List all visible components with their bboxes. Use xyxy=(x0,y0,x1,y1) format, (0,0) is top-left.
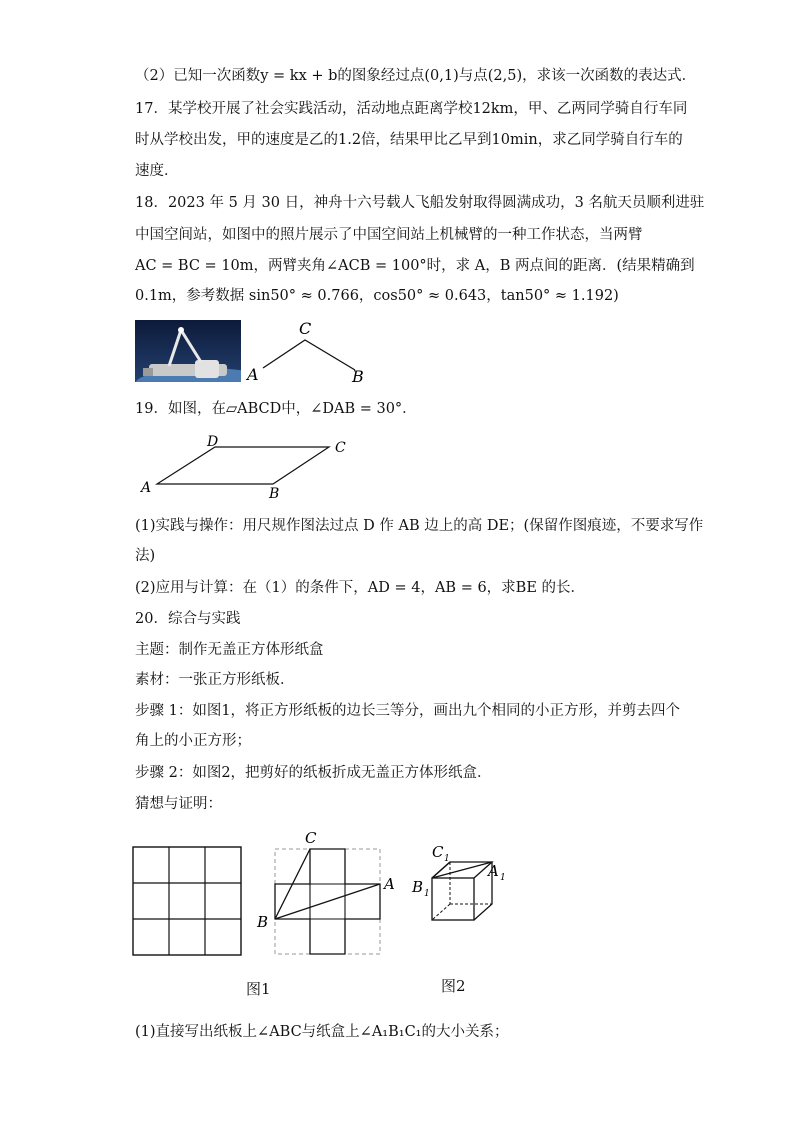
question-20-step2: 步骤 2：如图2，把剪好的纸板折成无盖正方体形纸盒． xyxy=(135,765,492,781)
question-17-line-1: 17．某学校开展了社会实践活动，活动地点距离学校12km，甲、乙两同学骑自行车同 xyxy=(135,101,688,117)
label-d: D xyxy=(207,434,219,450)
figure-1-cross-net xyxy=(252,826,402,962)
label-a1: A xyxy=(488,862,499,880)
question-20-material: 素材：一张正方形纸板． xyxy=(135,672,295,688)
label-a: A xyxy=(384,875,395,893)
question-19-part-1-line-2: 法) xyxy=(135,548,156,564)
question-19-part-1-line-1: (1)实践与操作：用尺规作图法过点 D 作 AB 边上的高 DE；(保留作图痕迹，不要求写作 xyxy=(135,518,704,534)
question-20-part-1: (1)直接写出纸板上∠ABC与纸盒上∠A₁B₁C₁的大小关系； xyxy=(135,1024,509,1040)
label-c: C xyxy=(299,319,312,338)
question-17-line-3: 速度． xyxy=(135,163,179,179)
question-20-topic: 主题：制作无盖正方体形纸盒 xyxy=(135,642,324,658)
space-station-photo xyxy=(135,320,241,382)
figure-2-caption: 图2 xyxy=(441,977,466,995)
label-c1: C xyxy=(432,843,444,861)
label-b1: B xyxy=(412,878,424,896)
question-20-title: 20．综合与实践 xyxy=(135,611,241,627)
label-a: A xyxy=(247,365,259,384)
figure-2-cube xyxy=(410,840,520,930)
question-20-step1-line-1: 步骤 1：如图1，将正方形纸板的边长三等分，画出九个相同的小正方形，并剪去四个 xyxy=(135,703,681,719)
label-c1-sub: 1 xyxy=(444,854,450,864)
question-16-part-2: （2）已知一次函数y = kx + b的图象经过点(0,1)与点(2,5)，求该一次函数的表达式． xyxy=(135,68,697,84)
parallelogram-diagram xyxy=(135,430,355,502)
question-18-line-3: AC = BC = 10m，两臂夹角∠ACB = 100°时，求 A，B 两点间的距离．(结果精确到 xyxy=(135,258,695,274)
label-b1-sub: 1 xyxy=(424,889,430,899)
arm-triangle-diagram xyxy=(245,318,375,388)
label-a: A xyxy=(141,480,152,496)
label-b: B xyxy=(352,367,364,386)
question-18-line-1: 18．2023 年 5 月 30 日，神舟十六号载人飞船发射取得圆满成功，3 名航天员顺利进驻 xyxy=(135,195,705,211)
figure-1-caption: 图1 xyxy=(246,980,271,998)
label-c: C xyxy=(335,440,346,456)
question-19-title: 19．如图，在▱ABCD中，∠DAB = 30°． xyxy=(135,401,417,417)
label-b: B xyxy=(257,913,269,931)
question-20-guess: 猜想与证明： xyxy=(135,796,222,812)
question-19-part-2: (2)应用与计算：在（1）的条件下，AD = 4，AB = 6，求BE 的长． xyxy=(135,580,586,596)
label-a1-sub: 1 xyxy=(500,873,506,883)
label-c: C xyxy=(305,829,317,847)
figure-1-grid xyxy=(132,846,244,958)
question-17-line-2: 时从学校出发，甲的速度是乙的1.2倍，结果甲比乙早到10min，求乙同学骑自行车的 xyxy=(135,132,683,148)
question-20-step1-line-2: 角上的小正方形； xyxy=(135,733,251,749)
question-18-line-2: 中国空间站，如图中的照片展示了中国空间站上机械臂的一种工作状态，当两臂 xyxy=(135,227,643,243)
question-18-line-4: 0.1m，参考数据 sin50° ≈ 0.766，cos50° ≈ 0.643，tan50° ≈ 1.192) xyxy=(135,288,619,304)
label-b: B xyxy=(269,486,280,502)
